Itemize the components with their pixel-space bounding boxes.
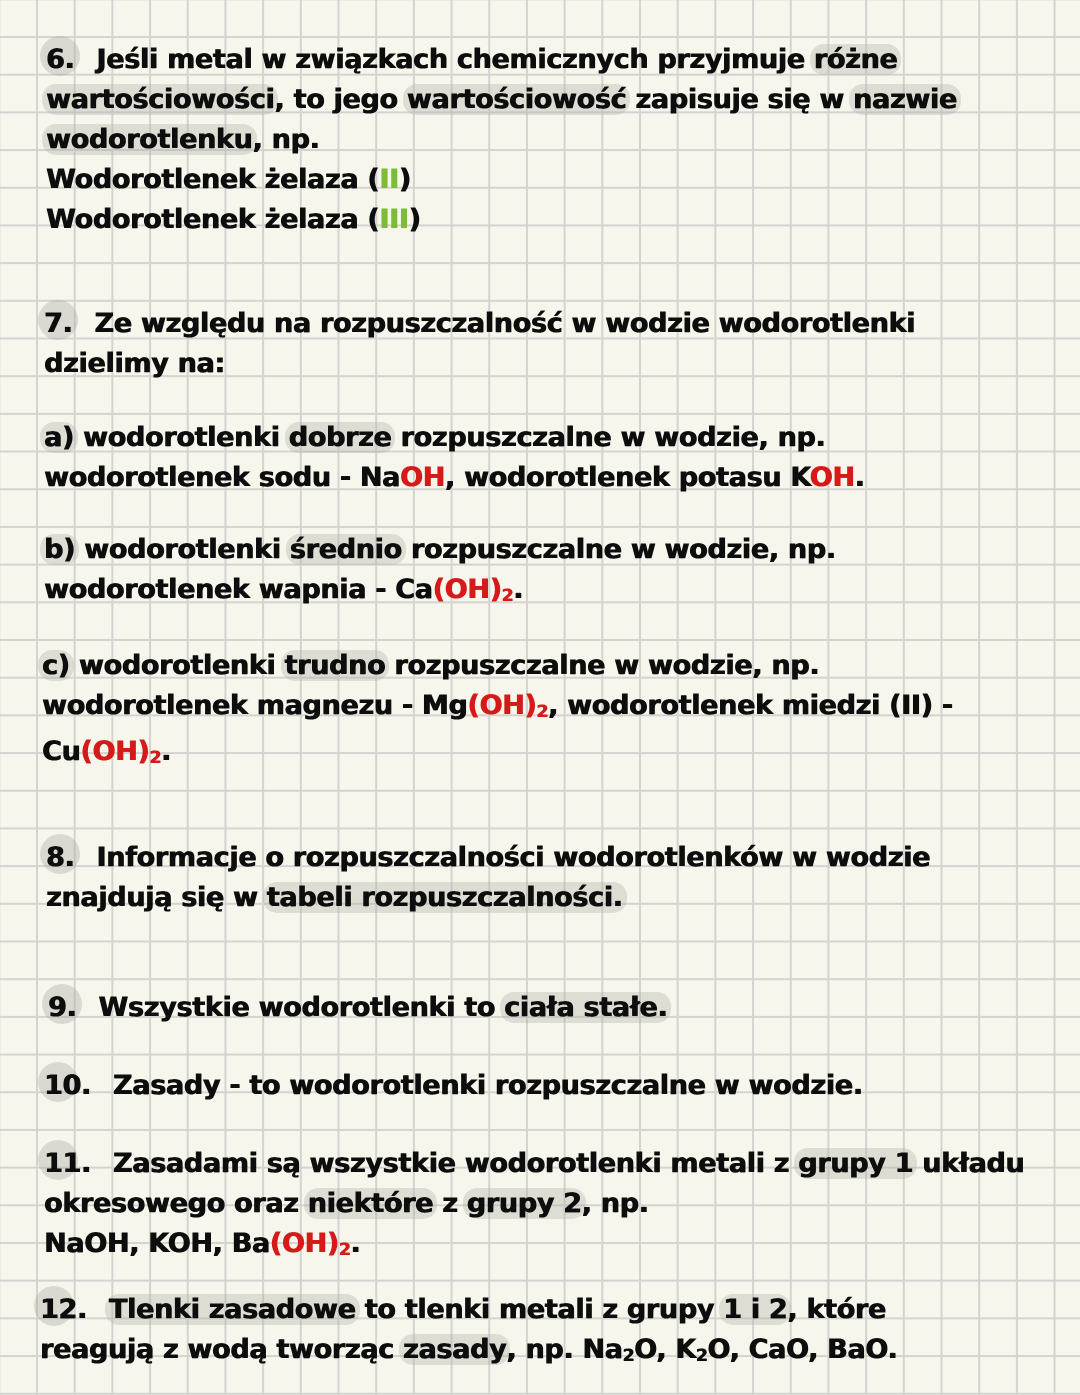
point-number: 9. <box>48 988 76 1028</box>
point-number: 7. <box>44 304 72 344</box>
point-11-line-2 <box>44 1184 1024 1224</box>
subscript: 2 <box>149 748 161 768</box>
point-7a-line-2 <box>44 458 865 498</box>
point-7b-line-1 <box>44 530 836 570</box>
text: NaOH, KOH, Ba <box>44 1228 270 1259</box>
text: dzielimy na: <box>44 348 225 379</box>
text: , to jego <box>274 84 407 115</box>
highlight: ciała stałe. <box>500 992 671 1023</box>
point-7c <box>42 646 953 778</box>
text: Wodorotlenek żelaza ( <box>46 164 380 195</box>
point-9-line-1 <box>48 988 667 1028</box>
text: wodorotlenek magnezu - Mg <box>42 690 468 721</box>
text: Zasadami są wszystkie wodorotlenki metali z <box>112 1148 799 1179</box>
valence-green: II <box>379 164 399 195</box>
text: wodorotlenki <box>69 650 285 681</box>
point-6 <box>46 40 957 240</box>
point-7b-line-2 <box>44 570 836 616</box>
text: Informacje o rozpuszczalności wodorotlenków w wodzie <box>96 842 931 873</box>
highlight: wodorotlenku <box>42 124 257 155</box>
point-7b <box>44 530 836 616</box>
point-12-line-2 <box>40 1330 897 1376</box>
point-number: 12. <box>40 1290 87 1330</box>
text: Jeśli metal w związkach chemicznych przyjmuje <box>96 44 814 75</box>
point-7c-line-2 <box>42 686 953 732</box>
hydroxide-group: OH <box>400 462 445 493</box>
text: ) <box>398 164 411 195</box>
point-7c-line-1 <box>42 646 953 686</box>
point-8-line-1 <box>46 838 930 878</box>
text: wodorotlenek wapnia - Ca <box>44 574 433 605</box>
text: rozpuszczalne w wodzie, np. <box>401 534 836 565</box>
point-10 <box>44 1066 863 1106</box>
point-8 <box>46 838 930 918</box>
text: wodorotlenki <box>75 534 290 565</box>
text: , wodorotlenek potasu K <box>444 462 810 493</box>
text: Cu <box>42 736 81 767</box>
text: Ze względu na rozpuszczalność w wodzie wodorotlenki <box>94 308 916 339</box>
highlight: grupy 1 <box>794 1148 917 1179</box>
point-number: 11. <box>44 1144 91 1184</box>
example-iron-iii <box>46 200 957 240</box>
hydroxide-group: (OH) <box>80 736 150 767</box>
example-iron-ii <box>46 160 957 200</box>
subscript: 2 <box>338 1240 351 1260</box>
point-number: 6. <box>46 40 74 80</box>
highlight: zasady <box>399 1334 510 1365</box>
point-11-line-1 <box>44 1144 1024 1184</box>
text: Zasady - to wodorotlenki rozpuszczalne w wodzie. <box>112 1070 863 1101</box>
text: , np. <box>252 124 320 155</box>
sub-label: a) <box>40 422 78 453</box>
text: , wodorotlenek miedzi (II) - <box>548 690 953 721</box>
point-7a-line-1 <box>44 418 865 458</box>
subscript: 2 <box>622 1346 635 1366</box>
sub-label: c) <box>38 650 74 681</box>
point-8-line-2 <box>46 878 930 918</box>
text: ) <box>408 204 421 235</box>
text: . <box>854 462 865 493</box>
hydroxide-group: OH <box>809 462 855 493</box>
point-12-line-1 <box>40 1290 897 1330</box>
text: O, CaO, BaO. <box>707 1334 898 1365</box>
sub-label: b) <box>40 534 79 565</box>
point-6-line-3 <box>46 120 957 160</box>
text: znajdują się w <box>46 882 267 913</box>
point-12 <box>40 1290 897 1376</box>
text: z <box>433 1188 467 1219</box>
hydroxide-group: (OH) <box>467 690 537 721</box>
text: . <box>161 736 171 767</box>
point-11 <box>44 1144 1024 1270</box>
valence-green: III <box>379 204 409 235</box>
text: wodorotlenki <box>73 422 289 453</box>
subscript: 2 <box>695 1346 708 1366</box>
text: O, K <box>634 1334 696 1365</box>
hydroxide-group: (OH) <box>269 1228 339 1259</box>
text: rozpuszczalne w wodzie, np. <box>391 422 826 453</box>
point-6-line-1 <box>46 40 957 80</box>
highlight: wartościowości <box>42 84 278 115</box>
text: reagują z wodą tworząc <box>40 1334 403 1365</box>
highlight: 1 i 2 <box>719 1294 791 1325</box>
highlight: grupy 2 <box>463 1188 586 1219</box>
text: zapisuje się w <box>626 84 854 115</box>
point-6-line-2 <box>46 80 957 120</box>
highlight: trudno <box>281 650 390 681</box>
text: , które <box>787 1294 886 1325</box>
point-7-line-1 <box>44 304 915 344</box>
highlight: tabeli rozpuszczalności. <box>263 882 627 913</box>
highlight: nazwie <box>849 84 961 115</box>
text: , np. Na <box>506 1334 623 1365</box>
highlight: niektóre <box>304 1188 437 1219</box>
point-number: 8. <box>46 838 74 878</box>
text: Wodorotlenek żelaza ( <box>46 204 380 235</box>
text: Wszystkie wodorotlenki to <box>98 992 505 1023</box>
point-7-line-2 <box>44 344 915 384</box>
highlight: dobrze <box>285 422 396 453</box>
point-10-line-1 <box>44 1066 863 1106</box>
text: to tlenki metali z grupy <box>355 1294 724 1325</box>
point-number: 10. <box>44 1066 91 1106</box>
highlight: średnio <box>286 534 406 565</box>
text: . <box>350 1228 361 1259</box>
point-7 <box>44 304 915 384</box>
text: wodorotlenek sodu - Na <box>44 462 400 493</box>
subscript: 2 <box>501 586 514 606</box>
point-9 <box>48 988 667 1028</box>
text: okresowego oraz <box>44 1188 308 1219</box>
point-7c-line-3 <box>42 732 953 778</box>
text: układu <box>913 1148 1025 1179</box>
hydroxide-group: (OH) <box>432 574 502 605</box>
highlight: wartościowość <box>403 84 630 115</box>
highlight: Tlenki zasadowe <box>105 1294 360 1325</box>
highlight: różne <box>810 44 902 75</box>
text: rozpuszczalne w wodzie, np. <box>385 650 820 681</box>
text: . <box>513 574 524 605</box>
text: , np. <box>581 1188 649 1219</box>
subscript: 2 <box>536 702 549 722</box>
point-7a <box>44 418 865 498</box>
point-11-line-3 <box>44 1224 1024 1270</box>
